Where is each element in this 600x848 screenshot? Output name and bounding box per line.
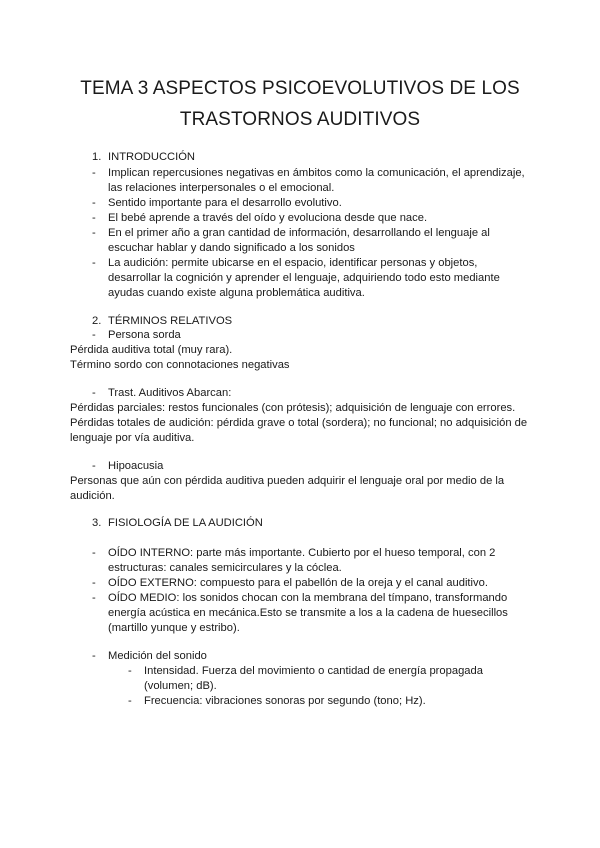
section-3-heading: FISIOLOGÍA DE LA AUDICIÓN (108, 517, 263, 529)
bullet-dash: - (92, 212, 96, 224)
paragraph-line: lenguaje por vía auditiva. (70, 432, 195, 444)
document-title-line-2: TRASTORNOS AUDITIVOS (179, 109, 421, 130)
list-item-line: La audición: permite ubicarse en el espacio, identificar personas y objetos, (108, 257, 478, 269)
bullet-dash: - (92, 547, 96, 559)
term-label: Hipoacusia (108, 460, 164, 472)
sub-bullet-dash: - (128, 665, 132, 677)
section-3-number: 3. (92, 517, 102, 529)
sub-list-item-line: (volumen; dB). (144, 680, 217, 692)
paragraph-line: Término sordo con connotaciones negativas (70, 359, 290, 371)
list-item-line: OÍDO INTERNO: parte más importante. Cubierto por el hueso temporal, con 2 (108, 547, 496, 559)
list-item-line: En el primer año a gran cantidad de información, desarrollando el lenguaje al (108, 227, 490, 239)
bullet-dash: - (92, 227, 96, 239)
list-item-line: las relaciones interpersonales o el emocional. (108, 182, 335, 194)
list-item-line: Medición del sonido (108, 650, 207, 662)
list-item-line: energía acústica en mecánica.Esto se transmite a los a la cadena de huesecillos (108, 607, 508, 619)
paragraph-line: Pérdidas parciales: restos funcionales (con prótesis); adquisición de lenguaje con errores. (70, 402, 516, 414)
list-item-line: Implican repercusiones negativas en ámbitos como la comunicación, el aprendizaje, (108, 167, 525, 179)
bullet-dash: - (92, 167, 96, 179)
section-2-number: 2. (92, 315, 102, 327)
list-item-line: Sentido importante para el desarrollo evolutivo. (108, 197, 342, 209)
paragraph-line: Pérdidas totales de audición: pérdida grave o total (sordera); no funcional; no adquisición de (70, 417, 528, 429)
bullet-dash: - (92, 460, 96, 472)
paragraph-line: Personas que aún con pérdida auditiva pueden adquirir el lenguaje oral por medio de la (70, 475, 505, 487)
term-label: Trast. Auditivos Abarcan: (108, 387, 232, 399)
list-item-line: (martillo yunque y estribo). (108, 622, 240, 634)
sub-list-item-line: Intensidad. Fuerza del movimiento o cantidad de energía propagada (144, 665, 483, 677)
list-item-line: escuchar hablar y dando significado a los sonidos (108, 242, 355, 254)
sub-list-item-line: Frecuencia: vibraciones sonoras por segundo (tono; Hz). (144, 695, 426, 707)
list-item-line: estructuras: canales semicirculares y la cóclea. (108, 562, 342, 574)
section-2-heading: TÉRMINOS RELATIVOS (108, 315, 233, 327)
list-item-line: ayudas cuando existe alguna problemática auditiva. (108, 287, 365, 299)
bullet-dash: - (92, 592, 96, 604)
list-item-line: OÍDO EXTERNO: compuesto para el pabellón de la oreja y el canal auditivo. (108, 577, 488, 589)
bullet-dash: - (92, 329, 96, 341)
document-title-line-1: TEMA 3 ASPECTOS PSICOEVOLUTIVOS DE LOS (80, 78, 520, 99)
list-item-line: desarrollar la cognición y aprender el lenguaje, adquiriendo todo esto mediante (108, 272, 500, 284)
bullet-dash: - (92, 387, 96, 399)
bullet-dash: - (92, 197, 96, 209)
bullet-dash: - (92, 577, 96, 589)
sub-bullet-dash: - (128, 695, 132, 707)
bullet-dash: - (92, 257, 96, 269)
paragraph-line: Pérdida auditiva total (muy rara). (70, 344, 233, 356)
section-1-heading: INTRODUCCIÓN (108, 151, 196, 163)
section-1-number: 1. (92, 151, 102, 163)
list-item-line: El bebé aprende a través del oído y evoluciona desde que nace. (108, 212, 428, 224)
bullet-dash: - (92, 650, 96, 662)
term-label: Persona sorda (108, 329, 181, 341)
paragraph-line: audición. (70, 490, 115, 502)
list-item-line: OÍDO MEDIO: los sonidos chocan con la membrana del tímpano, transformando (108, 592, 508, 604)
